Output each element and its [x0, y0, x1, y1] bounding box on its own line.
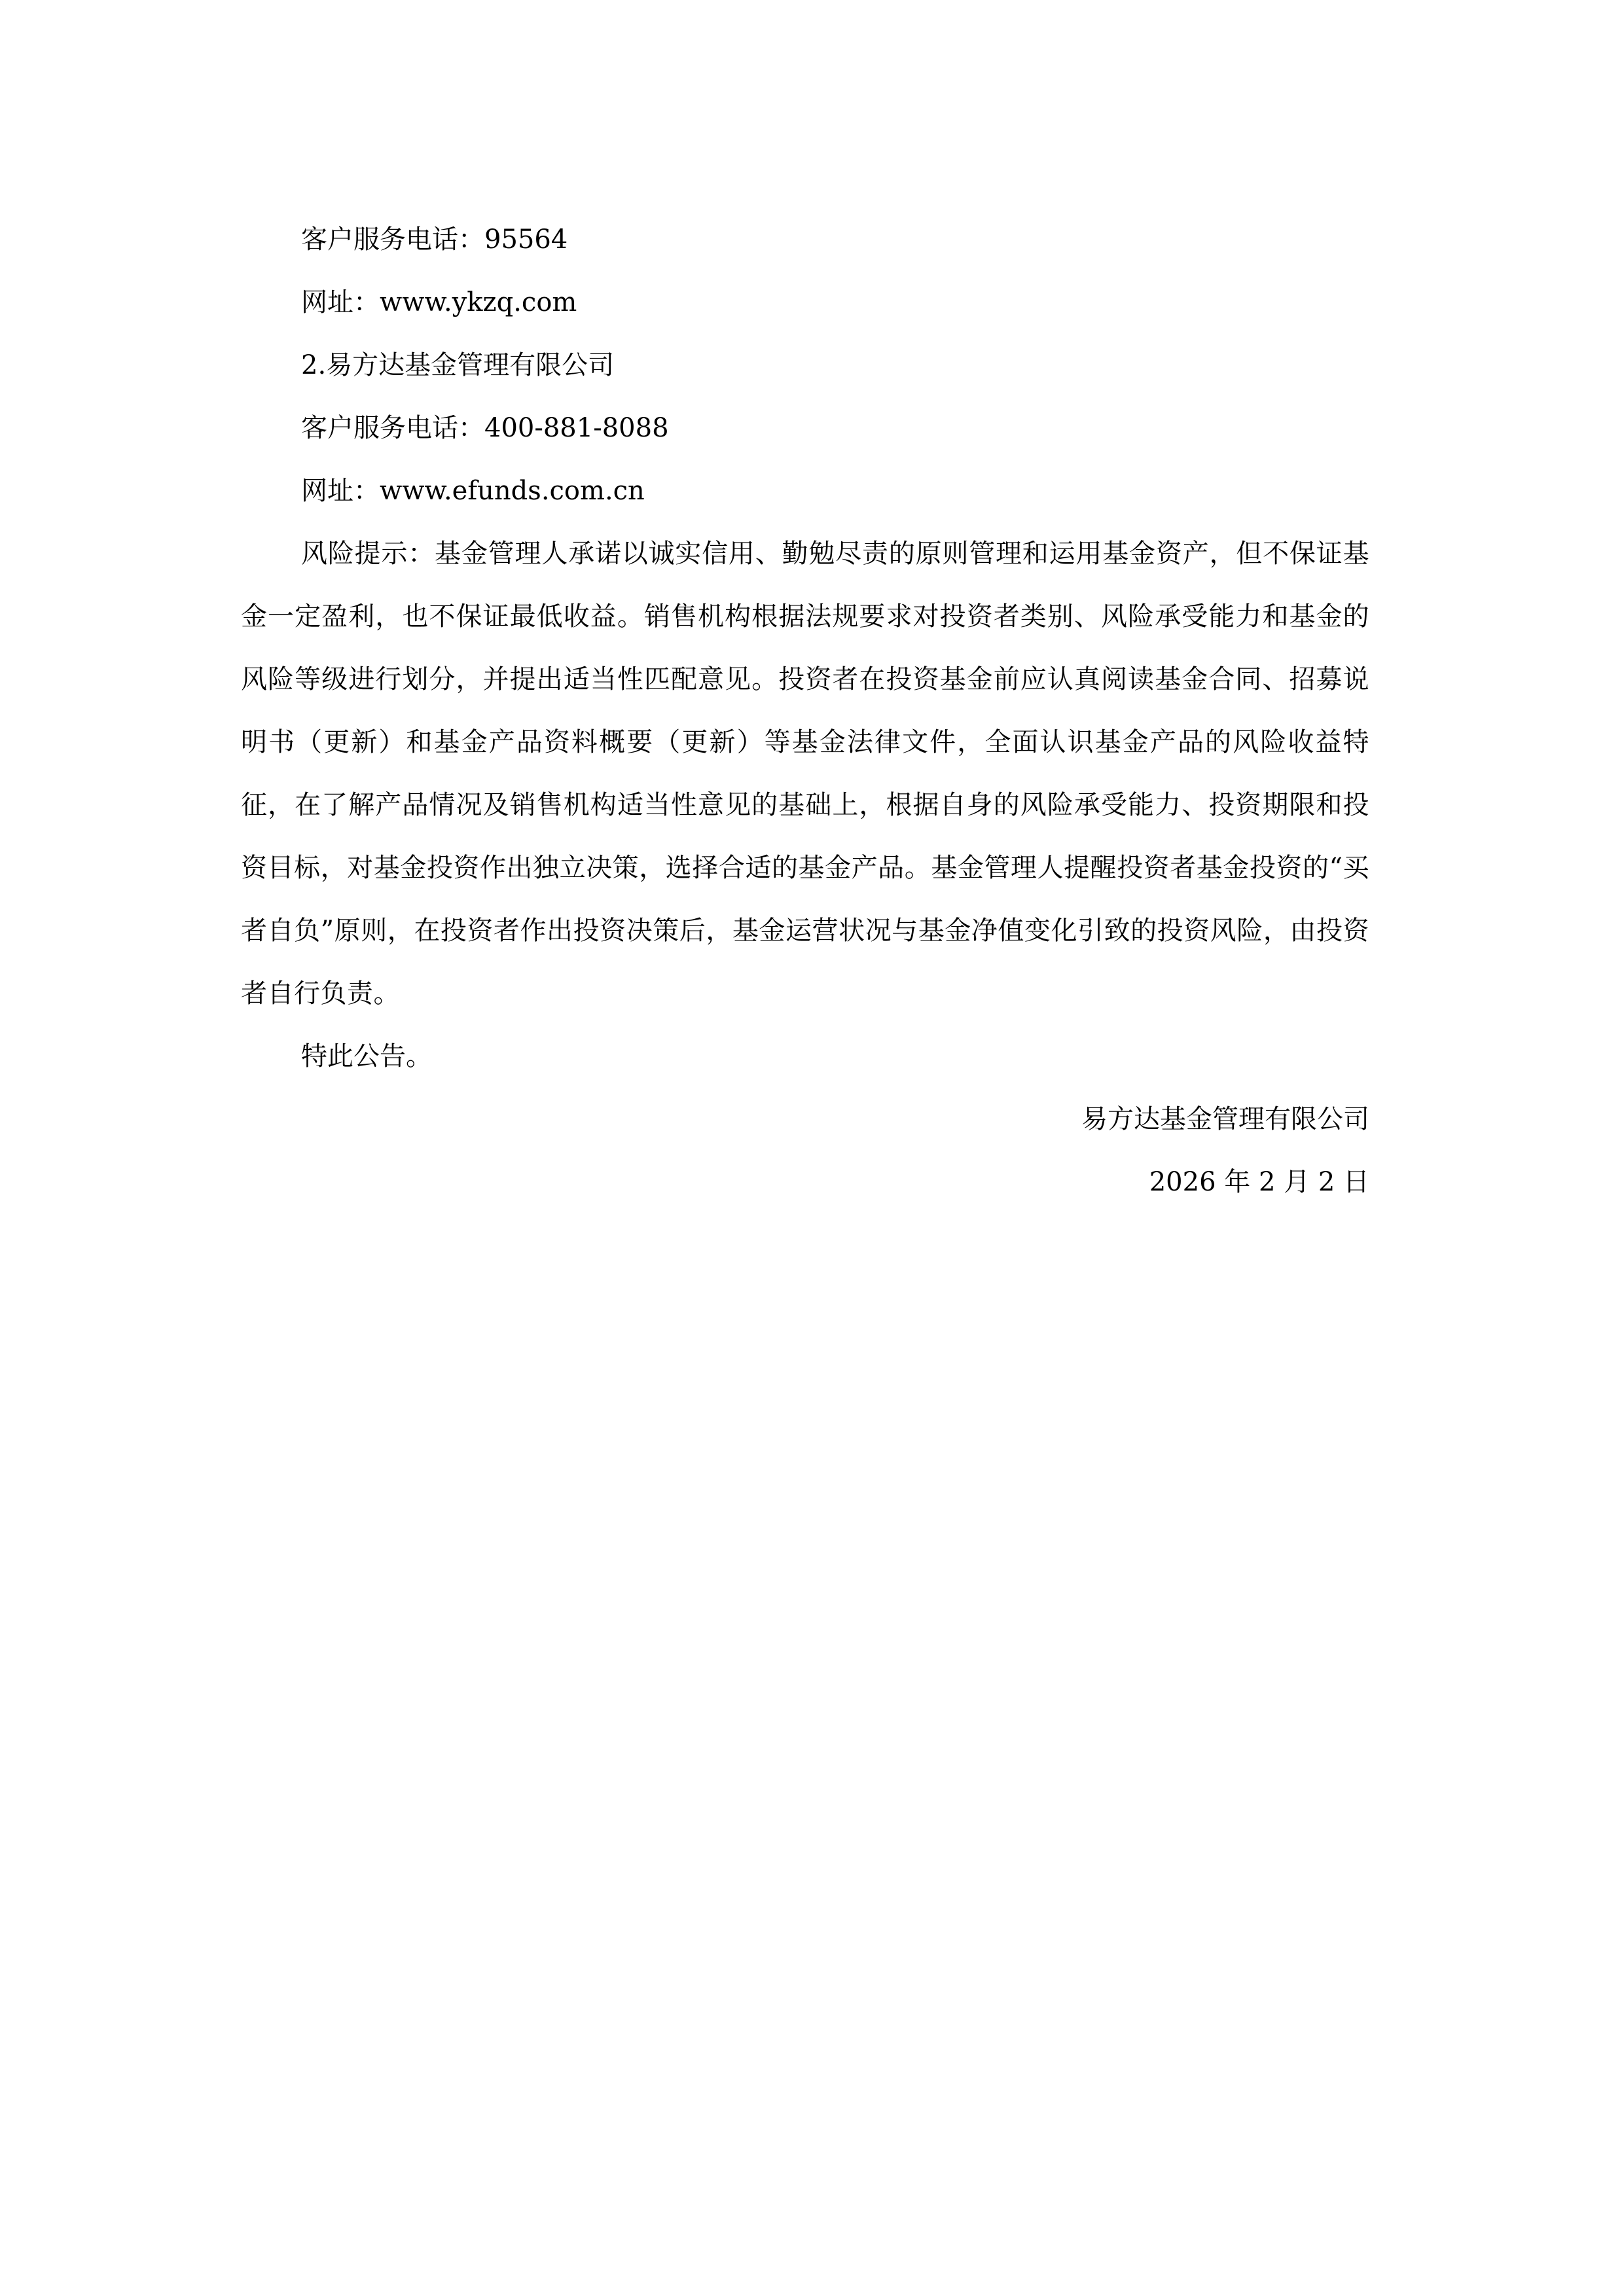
document-page: [241, 208, 1369, 1213]
signature-date: 2026 年 2 月 2 日: [1149, 1167, 1369, 1197]
closing-statement: 特此公告。: [301, 1041, 432, 1071]
website-1: 网址：www.ykzq.com: [301, 287, 577, 317]
customer-service-phone-2: 客户服务电话：400-881-8088: [301, 413, 669, 443]
company-heading-2: 2.易方达基金管理有限公司: [301, 350, 615, 380]
risk-notice-paragraph: 风险提示：基金管理人承诺以诚实信用、勤勉尽责的原则管理和运用基金资产，但不保证基金一定盈利，也不保证最低收益。销售机构根据法规要求对投资者类别、风险承受能力和基金的风险等级进行划分，并提出适当性匹配意见。投资者在投资基金前应认真阅读基金合同、招募说明书（更新）和基金产品资料概要（更新）等基金法律文件，全面认识基金产品的风险收益特征，在了解产品情况及销售机构适当性意见的基础上，根据自身的风险承受能力、投资期限和投资目标，对基金投资作出独立决策，选择合适的基金产品。基金管理人提醒投资者基金投资的“买者自负”原则，在投资者作出投资决策后，基金运营状况与基金净值变化引致的投资风险，由投资者自行负责。: [241, 539, 1369, 1009]
signature-company: 易方达基金管理有限公司: [1081, 1104, 1369, 1134]
customer-service-phone-1: 客户服务电话：95564: [301, 224, 568, 255]
website-2: 网址：www.efunds.com.cn: [301, 476, 645, 506]
